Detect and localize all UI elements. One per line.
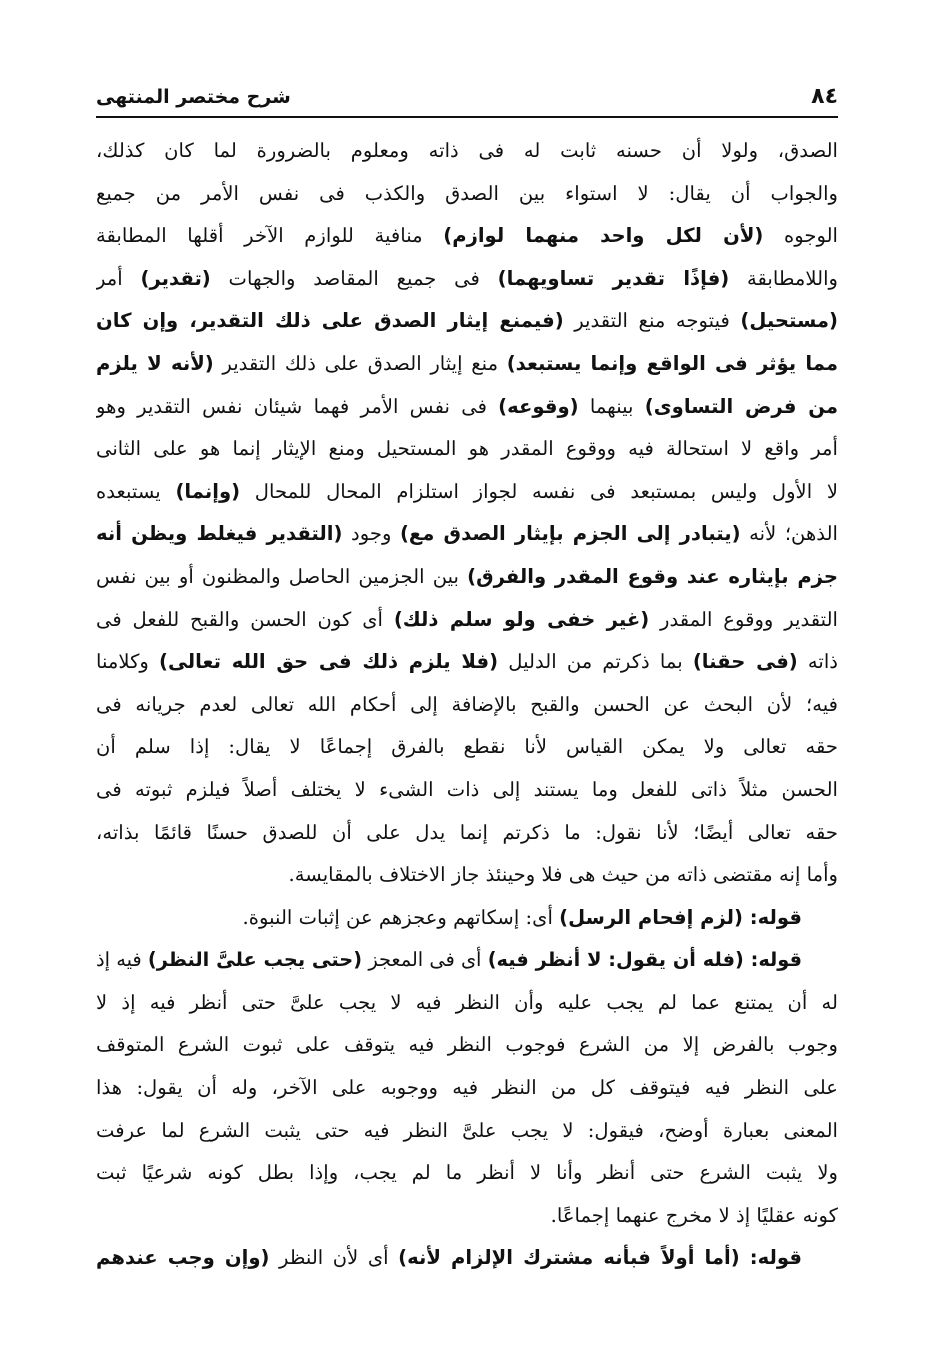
body-text	[96, 130, 838, 1280]
text-segment: الوجوه	[763, 224, 838, 248]
bold-segment: (لأنه لا يلزم	[96, 351, 214, 375]
text-line	[96, 258, 838, 301]
bold-segment: (يتبادر إلى الجزم بإيثار الصدق مع)	[399, 522, 741, 546]
text-segment: يستبعده	[96, 479, 176, 503]
text-line	[96, 641, 838, 684]
text-segment: له أن يمتنع عما لم يجب عليه وأن النظر فيه لا يجب علىَّ حتى أنظر فيه إذ لا	[96, 990, 838, 1014]
text-line	[96, 1024, 838, 1067]
bold-segment: مما يؤثر فى الواقع وإنما يستبعد)	[506, 351, 838, 375]
bold-segment: (تقدير)	[140, 266, 211, 290]
text-line	[96, 173, 838, 216]
text-line	[96, 556, 838, 599]
bold-segment: (غير خفى ولو سلم ذلك)	[393, 607, 650, 631]
text-segment: وكلامنا	[96, 650, 160, 674]
page-number: ٨٤	[811, 84, 838, 109]
text-segment: بينهما	[578, 394, 645, 418]
text-segment: أى كون الحسن والقبح للفعل فى	[96, 607, 394, 631]
text-segment: ولا يثبت الشرع حتى أنظر وأنا لا أنظر ما لم يجب، وإذا بطل كونه شرعيًا ثبت	[96, 1161, 838, 1185]
bold-segment: (وإن وجب عندهم	[96, 1246, 270, 1270]
text-segment: وأما إنه مقتضى ذاته من حيث هى فلا وحينئذ جاز الاختلاف بالمقايسة.	[288, 863, 838, 887]
text-line	[96, 300, 838, 343]
text-segment: منع إيثار الصدق على ذلك التقدير	[213, 351, 507, 375]
text-segment: الذهن؛ لأنه	[740, 522, 838, 546]
text-segment: واللامطابقة	[729, 266, 838, 290]
text-segment: أى فى المعجز	[362, 948, 488, 972]
bold-segment: قوله: (أما أولاً فبأنه مشترك الإلزام لأنه)	[398, 1246, 802, 1270]
text-line	[96, 1110, 838, 1153]
bold-segment: (فلا يلزم ذلك فى حق الله تعالى)	[159, 650, 499, 674]
text-segment: حقه تعالى أيضًا؛ لأنا نقول: ما ذكرتم إنما يدل على أن للصدق حسنًا قائمًا بذاته،	[96, 820, 838, 844]
text-line	[96, 854, 838, 897]
text-segment: فيه إذ	[96, 948, 148, 972]
text-segment: المعنى بعبارة أوضح، فيقول: لا يجب علىَّ النظر فيه حتى يثبت الشرع لما عرفت	[96, 1118, 838, 1142]
text-segment: أى: إسكاتهم وعجزهم عن إثبات النبوة.	[242, 905, 560, 929]
text-line	[96, 343, 838, 386]
bold-segment: (لأن لكل واحد منهما لوازم)	[443, 224, 764, 248]
bold-segment: (فإذًا تقدير تساويهما)	[497, 266, 730, 290]
text-segment: على النظر فيه فيتوقف كل من النظر فيه ووجوبه على الآخر، وله أن يقول: هذا	[96, 1076, 838, 1100]
text-segment: فى نفس الأمر فهما شيئان نفس التقدير وهو	[96, 394, 499, 418]
text-segment: كونه عقليًا إذ لا مخرج عنهما إجماعًا.	[550, 1203, 838, 1227]
text-line	[96, 812, 838, 855]
text-line	[96, 130, 838, 173]
text-line	[96, 599, 838, 642]
text-line	[96, 215, 838, 258]
text-line	[96, 684, 838, 727]
text-line	[96, 1237, 838, 1280]
text-segment: أمر واقع لا استحالة فيه ووقوع المقدر هو المستحيل ومنع الإيثار إنما هو على الثانى	[96, 437, 838, 461]
text-segment: فيه؛ لأن البحث عن الحسن والقبح بالإضافة إلى أحكام الله تعالى لعدم جريانه فى	[96, 692, 838, 716]
text-line	[96, 897, 838, 940]
text-segment: حقه تعالى ولا يمكن القياس لأنا نقطع بالفرق إجماعًا لا يقال: إذا سلم أن	[96, 735, 838, 759]
page-header	[96, 80, 838, 118]
bold-segment: جزم بإيثاره عند وقوع المقدر والفرق)	[467, 564, 838, 588]
text-segment: وجود	[342, 522, 400, 546]
text-line	[96, 513, 838, 556]
text-segment: التقدير ووقوع المقدر	[649, 607, 838, 631]
bold-segment: (فى حقنا)	[692, 650, 798, 674]
bold-segment: قوله: (فله أن يقول: لا أنظر فيه)	[487, 948, 802, 972]
text-segment: فيتوجه منع التقدير	[563, 309, 741, 333]
text-line	[96, 726, 838, 769]
text-line	[96, 1195, 838, 1238]
text-line	[96, 471, 838, 514]
text-segment: بين الجزمين الحاصل والمظنون أو بين نفس	[96, 564, 468, 588]
bold-segment: (حتى يجب علىَّ النظر)	[147, 948, 363, 972]
text-line	[96, 982, 838, 1025]
text-segment: لا الأول وليس بمستبعد فى نفسه لجواز استلزام المحال للمحال	[240, 479, 838, 503]
bold-segment: (فيمنع إيثار الصدق على ذلك التقدير، وإن كان	[96, 309, 564, 333]
bold-segment: من فرض التساوى)	[644, 394, 838, 418]
text-line	[96, 939, 838, 982]
text-segment: والجواب أن يقال: لا استواء بين الصدق والكذب فى نفس الأمر من جميع	[96, 181, 838, 205]
text-line	[96, 769, 838, 812]
text-segment: ذاته	[797, 650, 838, 674]
text-segment: الحسن مثلاً ذاتى للفعل وما يستند إلى ذات الشىء لا يختلف أصلاً فيلزم ثبوته فى	[96, 777, 838, 801]
text-line	[96, 1067, 838, 1110]
bold-segment: (وإنما)	[175, 479, 241, 503]
text-line	[96, 386, 838, 429]
text-segment: أمر	[96, 266, 141, 290]
bold-segment: (التقدير فيغلط ويظن أنه	[96, 522, 343, 546]
text-line	[96, 428, 838, 471]
text-segment: بما ذكرتم من الدليل	[498, 650, 693, 674]
text-segment: فى جميع المقاصد والجهات	[210, 266, 498, 290]
bold-segment: (وقوعه)	[498, 394, 579, 418]
text-segment: وجوب بالفرض إلا من الشرع فوجوب النظر فيه يتوقف على ثبوت الشرع المتوقف	[96, 1033, 838, 1057]
bold-segment: قوله: (لزم إفحام الرسل)	[559, 905, 802, 929]
text-line	[96, 1152, 838, 1195]
text-segment: منافية للوازم الآخر أقلها المطابقة	[96, 224, 444, 248]
running-title: شرح مختصر المنتهى	[96, 86, 291, 108]
bold-segment: (مستحيل)	[740, 309, 838, 333]
text-segment: الصدق، ولولا أن حسنه ثابت له فى ذاته ومعلوم بالضرورة لما كان كذلك،	[96, 139, 838, 162]
text-segment: أى لأن النظر	[269, 1246, 399, 1270]
